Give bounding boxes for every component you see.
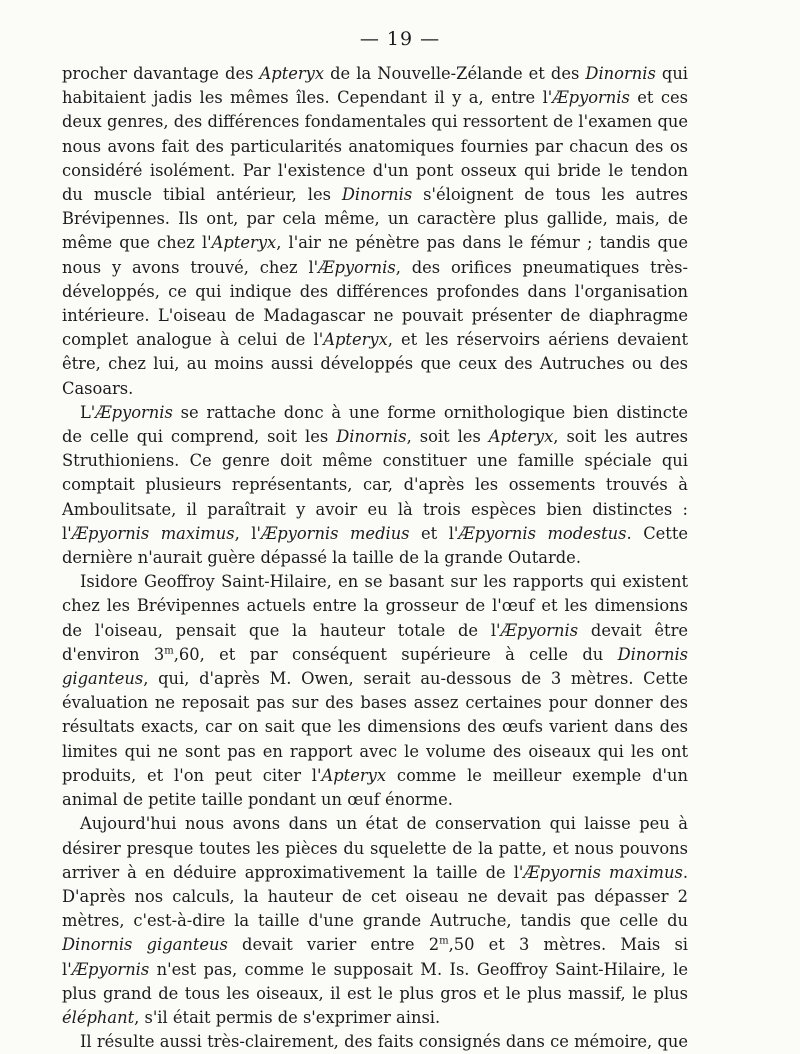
italic-term: Æpyornis — [71, 959, 150, 979]
italic-term: Æpyornis — [552, 88, 630, 108]
text-run: , et les réservoirs aériens devaient être, chez lui, au moins aussi développés que ceux des Autruches ou des Casoars. — [62, 330, 688, 398]
superscript: m — [164, 645, 174, 657]
text-run: devait être d'environ 3 — [62, 620, 688, 664]
italic-term: Apteryx — [321, 765, 387, 785]
text-run: Isidore Geoffroy Saint-Hilaire, en se basant sur les rapports qui existent chez les Brévipennes actuels entre la grosseur de l'œuf et les dimensions de l'oiseau, pensait que la hauteur totale de l' — [62, 572, 688, 640]
italic-term: Æpyornis medius — [260, 523, 410, 543]
text-run: , l' — [234, 523, 261, 543]
italic-term: Dinornis — [585, 64, 656, 83]
text-run: comme le meilleur exemple d'un animal de petite taille pondant un œuf énorme. — [62, 765, 688, 810]
paragraph-5 — [62, 1030, 688, 1054]
italic-term: Dinornis — [336, 427, 407, 447]
paragraph-1 — [62, 62, 688, 401]
italic-term: Apteryx — [488, 427, 554, 447]
text-run: et ces deux genres, des différences fondamentales qui ressortent de l'examen que nous avons fait des particularités anatomiques fournies par chacun des os considéré isolément. Par l'existence d'un pont osseux qui bride le tendon du muscle tibial antérieur, les — [62, 88, 688, 205]
text-run: , qui, d'après M. Owen, serait au-dessous de 3 mètres. Cette évaluation ne reposait pas sur des bases assez certaines pour donner des résultats exacts, car on sait que les dimensions des œufs varient dans des limites qui ne sont pas en rapport avec le volume des oiseaux qui les ont produits, et l'on peut citer l' — [62, 669, 688, 785]
text-run: s'éloignent de tous les autres Brévipennes. Ils ont, par cela même, un caractère plus gallide, mais, de même que chez l' — [62, 185, 688, 253]
italic-term: Dinornis giganteus — [62, 644, 689, 689]
paragraph-4 — [62, 812, 688, 1030]
italic-term: Æpyornis — [318, 257, 396, 277]
text-run: , soit les autres Struthioniens. Ce genre doit même constituer une famille spéciale qui comptait plusieurs représentants, car, d'après les ossements trouvés à Amboulitsate, il paraîtrait y avoir eu là trois espèces bien distinctes : l' — [62, 427, 688, 543]
italic-term: Æpyornis maximus — [71, 523, 235, 543]
italic-term: Apteryx — [259, 64, 325, 83]
italic-term: Dinornis giganteus — [62, 935, 228, 955]
italic-term: éléphant — [62, 1007, 135, 1027]
text-run: et l' — [409, 523, 459, 543]
paragraph-3 — [62, 570, 688, 812]
text-run: de la Nouvelle-Zélande et des — [324, 64, 586, 83]
italic-term: Æpyornis — [500, 620, 579, 640]
text-run: Aujourd'hui nous avons dans un état de conservation qui laisse peu à désirer presque toutes les pièces du squelette de la patte, et nous pouvons arriver à en déduire approximativement la taille de l' — [62, 814, 688, 882]
text-run: ,50 et 3 mètres. Mais si l' — [62, 935, 689, 979]
italic-term: Apteryx — [211, 233, 277, 253]
text-run: devait varier entre 2 — [227, 935, 440, 955]
body-text — [62, 62, 688, 1054]
text-run: Il résulte aussi très-clairement, des faits consignés dans ce mémoire, que — [80, 1032, 688, 1052]
italic-term: Apteryx — [323, 330, 388, 350]
italic-term: Æpyornis — [95, 402, 173, 422]
paragraph-2 — [62, 401, 688, 570]
text-run: ,60, et par conséquent supérieure à celle du — [173, 644, 618, 664]
text-run: se rattache donc à une forme ornithologique bien distincte de celle qui comprend, soit les — [62, 402, 688, 447]
italic-term: Æpyornis modestus — [458, 523, 627, 543]
text-run: , s'il était permis de s'exprimer ainsi. — [134, 1007, 441, 1027]
text-run: , l'air ne pénètre pas dans le fémur ; tandis que nous y avons trouvé, chez l' — [62, 233, 689, 277]
text-run: procher davantage des — [62, 64, 260, 83]
text-run: L' — [80, 402, 96, 422]
page-number: — 19 — — [359, 28, 441, 50]
text-run: , des orifices pneumatiques très-développés, ce qui indique des différences profondes dans l'organisation intérieure. L'oiseau de Madagascar ne pouvait présenter de diaphragme complet analogue à celui de l' — [62, 257, 688, 350]
text-run: n'est pas, comme le supposait M. Is. Geoffroy Saint-Hilaire, le plus grand de tous les oiseaux, il est le plus gros et le plus massif, le plus — [62, 959, 688, 1003]
text-run: . D'après nos calculs, la hauteur de cet oiseau ne devait pas dépasser 2 mètres, c'est-à-dire la taille d'une grande Autruche, tandis que celle du — [62, 862, 689, 931]
superscript: m — [439, 935, 449, 947]
italic-term: Æpyornis maximus — [523, 862, 683, 882]
text-run: qui habitaient jadis les mêmes îles. Cependant il y a, entre l' — [62, 64, 689, 108]
italic-term: Dinornis — [341, 185, 413, 205]
text-run: , soit les — [406, 427, 489, 447]
text-run: . Cette dernière n'aurait guère dépassé la taille de la grande Outarde. — [62, 523, 689, 568]
